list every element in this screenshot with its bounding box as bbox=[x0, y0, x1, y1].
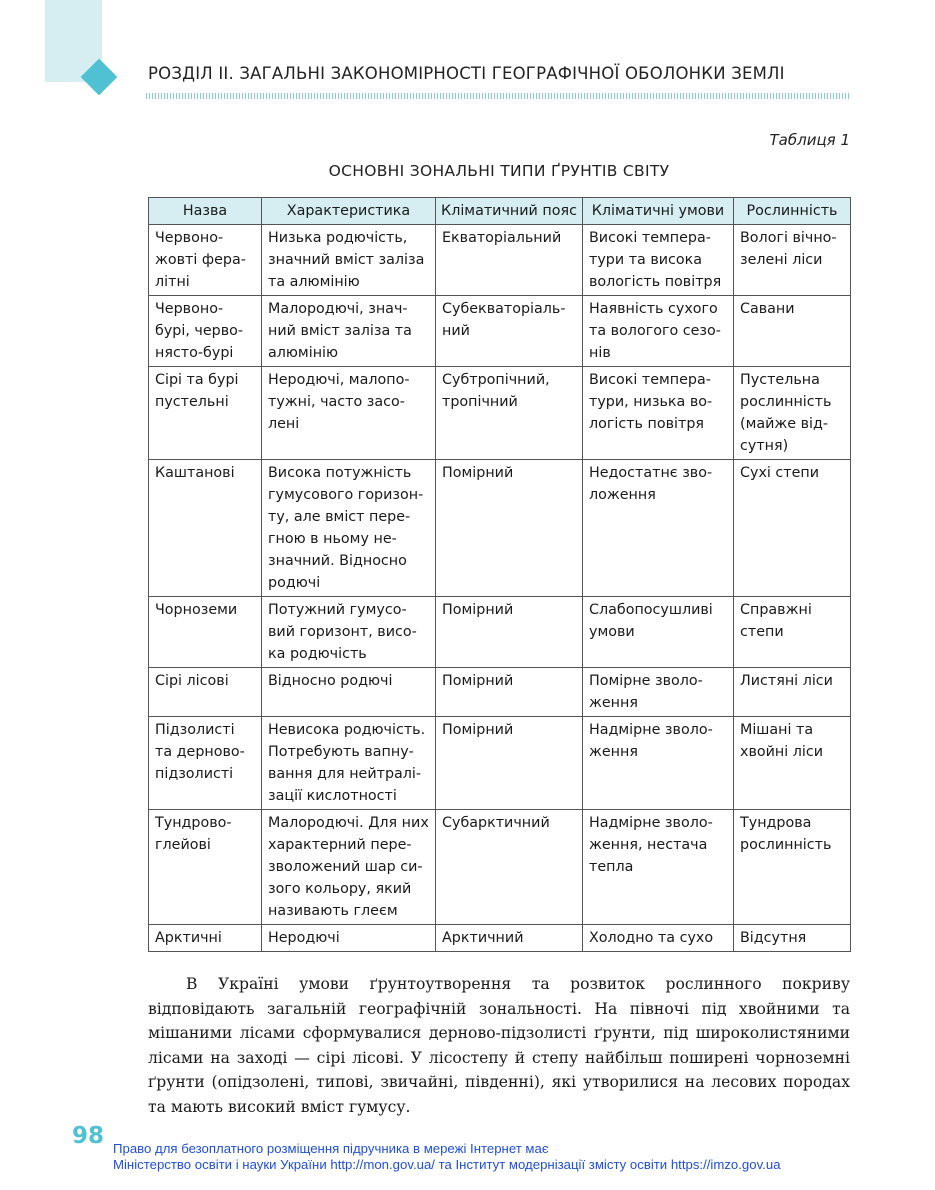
cell-characteristic: Низька родючість, значний вміст заліза та алюмінію bbox=[262, 225, 436, 296]
table-row bbox=[149, 367, 851, 460]
column-header-climate-conditions: Кліматичні умови bbox=[583, 198, 734, 225]
cell-climate-zone: Субекваторіаль-ний bbox=[436, 296, 583, 367]
cell-name: Арктичні bbox=[149, 925, 262, 952]
cell-climate-conditions: Надмірне зволо-ження, нестача тепла bbox=[583, 810, 734, 925]
cell-climate-zone: Субарктичний bbox=[436, 810, 583, 925]
cell-name: Тундрово-глейові bbox=[149, 810, 262, 925]
cell-vegetation: Справжні степи bbox=[734, 597, 851, 668]
table-row bbox=[149, 717, 851, 810]
table-number-label: Таблиця 1 bbox=[769, 131, 850, 149]
cell-climate-zone: Помірний bbox=[436, 668, 583, 717]
cell-climate-conditions: Надмірне зволо-ження bbox=[583, 717, 734, 810]
column-header-vegetation: Рослинність bbox=[734, 198, 851, 225]
cell-characteristic: Потужний гумусо-вий горизонт, висо-ка родючість bbox=[262, 597, 436, 668]
soil-types-table bbox=[148, 197, 851, 952]
cell-vegetation: Пустельна рослинність (майже від-сутня) bbox=[734, 367, 851, 460]
table-row bbox=[149, 225, 851, 296]
cell-climate-zone: Помірний bbox=[436, 717, 583, 810]
page-number: 98 bbox=[72, 1123, 105, 1149]
cell-vegetation: Відсутня bbox=[734, 925, 851, 952]
cell-characteristic: Невисока родючість. Потребують вапну-вання для нейтралі-зації кислотності bbox=[262, 717, 436, 810]
cell-characteristic: Відносно родючі bbox=[262, 668, 436, 717]
cell-characteristic: Неродючі, малопо-тужні, часто засо-лені bbox=[262, 367, 436, 460]
table-row bbox=[149, 925, 851, 952]
cell-name: Сірі лісові bbox=[149, 668, 262, 717]
cell-climate-zone: Помірний bbox=[436, 597, 583, 668]
cell-climate-conditions: Холодно та сухо bbox=[583, 925, 734, 952]
cell-name: Червоно-жовті фера-літні bbox=[149, 225, 262, 296]
cell-vegetation: Мішані та хвойні ліси bbox=[734, 717, 851, 810]
footer-notice bbox=[113, 1141, 903, 1173]
chapter-title: РОЗДІЛ ІІ. ЗАГАЛЬНІ ЗАКОНОМІРНОСТІ ГЕОГРАФІЧНОЇ ОБОЛОНКИ ЗЕМЛІ bbox=[148, 64, 785, 83]
footer-line-2: Міністерство освіти і науки України http://mon.gov.ua/ та Інститут модернізації змісту освіти https://imzo.gov.ua bbox=[113, 1157, 781, 1172]
table-title: ОСНОВНІ ЗОНАЛЬНІ ТИПИ ҐРУНТІВ СВІТУ bbox=[328, 162, 670, 180]
cell-name: Сірі та бурі пустельні bbox=[149, 367, 262, 460]
cell-name: Червоно-бурі, черво-нясто-бурі bbox=[149, 296, 262, 367]
cell-characteristic: Висока потужність гумусового горизон-ту, але вміст пере-гною в ньому не-значний. Відносно родючі bbox=[262, 460, 436, 597]
cell-climate-conditions: Слабопосушливі умови bbox=[583, 597, 734, 668]
cell-characteristic: Малородючі, знач-ний вміст заліза та алюмінію bbox=[262, 296, 436, 367]
footer-line-1: Право для безоплатного розміщення підручника в мережі Інтернет має bbox=[113, 1141, 549, 1156]
cell-climate-zone: Субтропічний, тропічний bbox=[436, 367, 583, 460]
column-header-name: Назва bbox=[149, 198, 262, 225]
cell-climate-zone: Екваторіальний bbox=[436, 225, 583, 296]
cell-climate-zone: Помірний bbox=[436, 460, 583, 597]
cell-climate-zone: Арктичний bbox=[436, 925, 583, 952]
cell-characteristic: Малородючі. Для них характерний пере-зволожений шар си-зого кольору, який називають глеєм bbox=[262, 810, 436, 925]
body-paragraph: В Україні умови ґрунтоутворення та розвиток рослинного покриву відповідають загальній географічній зональності. На півночі під хвойними та мішаними лісами сформувалися дерново-підзолисті ґрунти, під широколистяними лісами на заході — сірі лісові. У лісостепу й степу найбільш поширені чорноземні ґрунти (опідзолені, типові, звичайні, південні), які утворилися на лесових породах та мають високий вміст гумусу. bbox=[148, 975, 850, 1116]
table-header-row bbox=[149, 198, 851, 225]
cell-name: Чорноземи bbox=[149, 597, 262, 668]
table-row bbox=[149, 460, 851, 597]
cell-vegetation: Листяні ліси bbox=[734, 668, 851, 717]
cell-climate-conditions: Наявність сухого та вологого сезо-нів bbox=[583, 296, 734, 367]
cell-vegetation: Сухі степи bbox=[734, 460, 851, 597]
cell-climate-conditions: Високі темпера-тури та висока вологість повітря bbox=[583, 225, 734, 296]
table-row bbox=[149, 296, 851, 367]
cell-characteristic: Неродючі bbox=[262, 925, 436, 952]
table-row bbox=[149, 668, 851, 717]
cell-climate-conditions: Високі темпера-тури, низька во-логість повітря bbox=[583, 367, 734, 460]
cell-vegetation: Вологі вічно-зелені ліси bbox=[734, 225, 851, 296]
cell-climate-conditions: Помірне зволо-ження bbox=[583, 668, 734, 717]
cell-name: Підзолисті та дерново-підзолисті bbox=[149, 717, 262, 810]
column-header-climate-zone: Кліматичний пояс bbox=[436, 198, 583, 225]
table-row bbox=[149, 597, 851, 668]
cell-vegetation: Тундрова рослинність bbox=[734, 810, 851, 925]
table-row bbox=[149, 810, 851, 925]
header-divider bbox=[146, 93, 850, 99]
cell-vegetation: Савани bbox=[734, 296, 851, 367]
column-header-characteristic: Характеристика bbox=[262, 198, 436, 225]
cell-climate-conditions: Недостатнє зво-ложення bbox=[583, 460, 734, 597]
cell-name: Каштанові bbox=[149, 460, 262, 597]
